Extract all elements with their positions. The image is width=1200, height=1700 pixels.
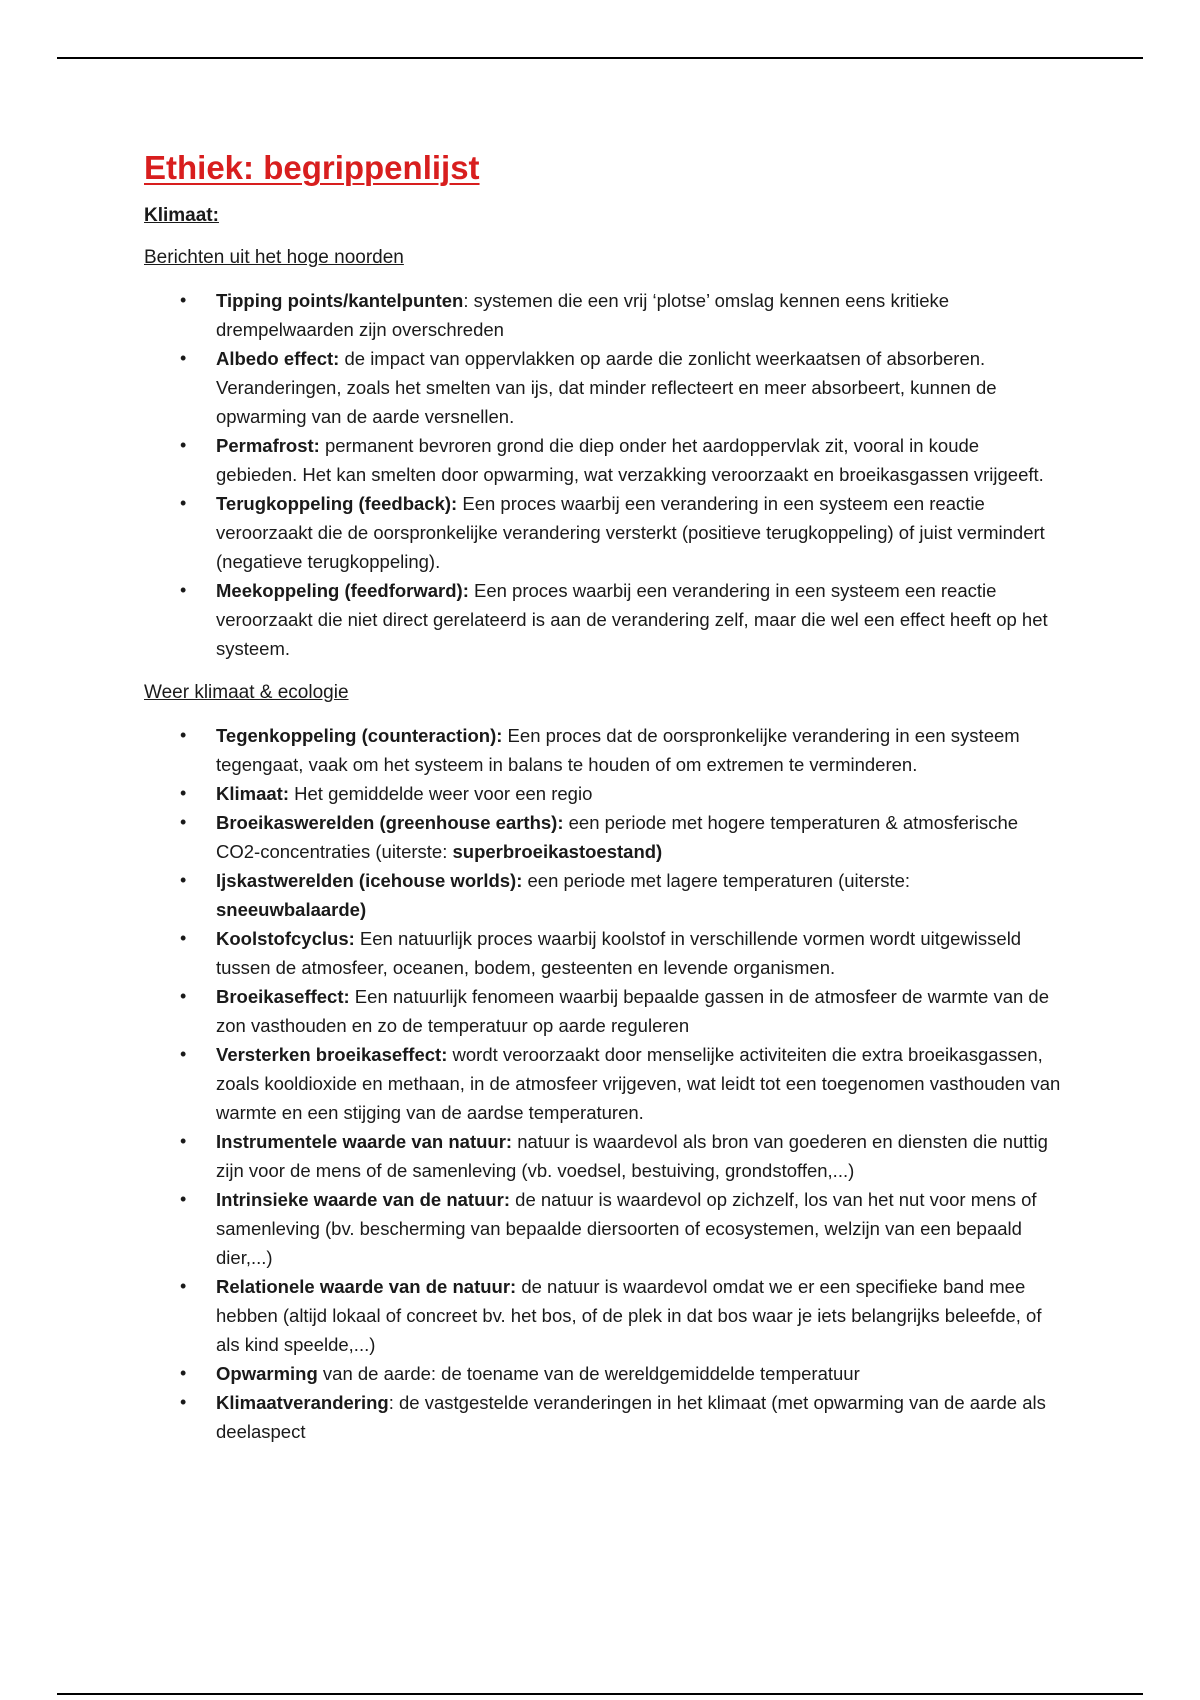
definition: Een natuurlijk proces waarbij koolstof in verschillende vormen wordt uitgewisseld tussen de atmosfeer, oceanen, bodem, gesteenten en levende organismen.: [216, 928, 1022, 978]
list-item: [144, 866, 1064, 924]
bullet-icon: •: [180, 783, 187, 803]
bullet-icon: •: [180, 812, 187, 832]
list-item: [144, 1359, 1064, 1388]
list-item: [144, 1272, 1064, 1359]
bullet-icon: •: [180, 928, 187, 948]
subsection-heading-2: Weer klimaat & ecologie: [144, 682, 349, 703]
list-item: [144, 286, 1064, 344]
bullet-icon: •: [180, 1392, 187, 1412]
term: Versterken broeikaseffect:: [216, 1044, 448, 1065]
term: Meekoppeling (feedforward):: [216, 580, 469, 601]
term: Intrinsieke waarde van de natuur:: [216, 1189, 511, 1210]
definition: : de vastgestelde veranderingen in het klimaat (met opwarming van de aarde als deelaspect: [216, 1392, 1046, 1442]
list-item: [144, 982, 1064, 1040]
list-item: [144, 431, 1064, 489]
definition: Een proces waarbij een verandering in een systeem een reactie veroorzaakt die niet direct gerelateerd is aan de verandering zelf, maar die wel een effect heeft op het systeem.: [216, 580, 1048, 659]
header-rule: [57, 57, 1143, 59]
definition: natuur is waardevol als bron van goederen en diensten die nuttig zijn voor de mens of de samenleving (vb. voedsel, bestuiving, grondstoffen,...): [216, 1131, 1048, 1181]
list-item: [144, 344, 1064, 431]
term: Relationele waarde van de natuur:: [216, 1276, 517, 1297]
definition: Een proces dat de oorspronkelijke verandering in een systeem tegengaat, vaak om het systeem in balans te houden of om extremen te verminderen.: [216, 725, 1020, 775]
term: Permafrost:: [216, 435, 320, 456]
term: Klimaat:: [216, 783, 289, 804]
section-heading-klimaat: Klimaat:: [144, 205, 219, 226]
definition: Een natuurlijk fenomeen waarbij bepaalde gassen in de atmosfeer de warmte van de zon vasthouden en zo de temperatuur op aarde reguleren: [216, 986, 1049, 1036]
term: Albedo effect:: [216, 348, 340, 369]
definition: Het gemiddelde weer voor een regio: [289, 783, 593, 804]
list-item: [144, 1388, 1064, 1446]
bullet-icon: •: [180, 290, 187, 310]
term: Broeikaswerelden (greenhouse earths):: [216, 812, 564, 833]
bullet-icon: •: [180, 1363, 187, 1383]
bullet-icon: •: [180, 725, 187, 745]
document-body: [144, 146, 1064, 1446]
bullet-icon: •: [180, 435, 187, 455]
subsection-heading-1: Berichten uit het hoge noorden: [144, 247, 404, 268]
term: Tipping points/kantelpunten: [216, 290, 464, 311]
page-title: Ethiek: begrippenlijst: [144, 149, 480, 186]
term-emphasis: superbroeikastoestand): [452, 841, 663, 862]
definition: Een proces waarbij een verandering in een systeem een reactie veroorzaakt die de oorspronkelijke verandering versterkt (positieve terugkoppeling) of juist vermindert (negatieve terugkoppeling).: [216, 493, 1045, 572]
list-item: [144, 1040, 1064, 1127]
bullet-icon: •: [180, 1276, 187, 1296]
term: Ijskastwerelden (icehouse worlds):: [216, 870, 523, 891]
bullet-icon: •: [180, 986, 187, 1006]
bullet-icon: •: [180, 870, 187, 890]
list-item: [144, 1185, 1064, 1272]
list-item: [144, 576, 1064, 663]
definition: een periode met hogere temperaturen & atmosferische CO2-concentraties (uiterste:: [216, 812, 1019, 862]
list-item: [144, 924, 1064, 982]
term: Klimaatverandering: [216, 1392, 389, 1413]
bullet-icon: •: [180, 1131, 187, 1151]
term: Instrumentele waarde van natuur:: [216, 1131, 513, 1152]
term-list-1: [144, 286, 1064, 663]
definition: : systemen die een vrij ‘plotse’ omslag kennen eens kritieke drempelwaarden zijn overschreden: [216, 290, 950, 340]
term: Opwarming: [216, 1363, 318, 1384]
list-item: [144, 779, 1064, 808]
bullet-icon: •: [180, 1044, 187, 1064]
definition: permanent bevroren grond die diep onder het aardoppervlak zit, vooral in koude gebieden. Het kan smelten door opwarming, wat verzakking veroorzaakt en broeikasgassen vrijgeeft.: [216, 435, 1044, 485]
bullet-icon: •: [180, 1189, 187, 1209]
bullet-icon: •: [180, 348, 187, 368]
list-item: [144, 1127, 1064, 1185]
list-item: [144, 489, 1064, 576]
definition: van de aarde: de toename van de wereldgemiddelde temperatuur: [317, 1363, 860, 1384]
list-item: [144, 808, 1064, 866]
definition: de natuur is waardevol omdat we er een specifieke band mee hebben (altijd lokaal of concreet bv. het bos, of de plek in dat bos waar je iets belangrijks beleefde, of als kind speelde,...): [216, 1276, 1042, 1355]
definition: wordt veroorzaakt door menselijke activiteiten die extra broeikasgassen, zoals kooldioxide en methaan, in de atmosfeer vrijgeven, wat leidt tot een toegenomen vasthouden van warmte en een stijging van de aardse temperaturen.: [216, 1044, 1061, 1123]
term-list-2: [144, 721, 1064, 1446]
term: Terugkoppeling (feedback):: [216, 493, 458, 514]
bullet-icon: •: [180, 580, 187, 600]
term: Tegenkoppeling (counteraction):: [216, 725, 503, 746]
definition: de impact van oppervlakken op aarde die zonlicht weerkaatsen of absorberen. Veranderingen, zoals het smelten van ijs, dat minder reflecteert en meer absorbeert, kunnen de opwarming van de aarde versnellen.: [216, 348, 997, 427]
definition: de natuur is waardevol op zichzelf, los van het nut voor mens of samenleving (bv. bescherming van bepaalde diersoorten of ecosystemen, welzijn van een bepaald dier,...): [216, 1189, 1037, 1268]
bullet-icon: •: [180, 493, 187, 513]
definition: een periode met lagere temperaturen (uiterste:: [522, 870, 911, 891]
list-item: [144, 721, 1064, 779]
term: Koolstofcyclus:: [216, 928, 355, 949]
term: Broeikaseffect:: [216, 986, 350, 1007]
term-emphasis: sneeuwbalaarde): [216, 899, 367, 920]
footer-rule: [57, 1693, 1143, 1695]
